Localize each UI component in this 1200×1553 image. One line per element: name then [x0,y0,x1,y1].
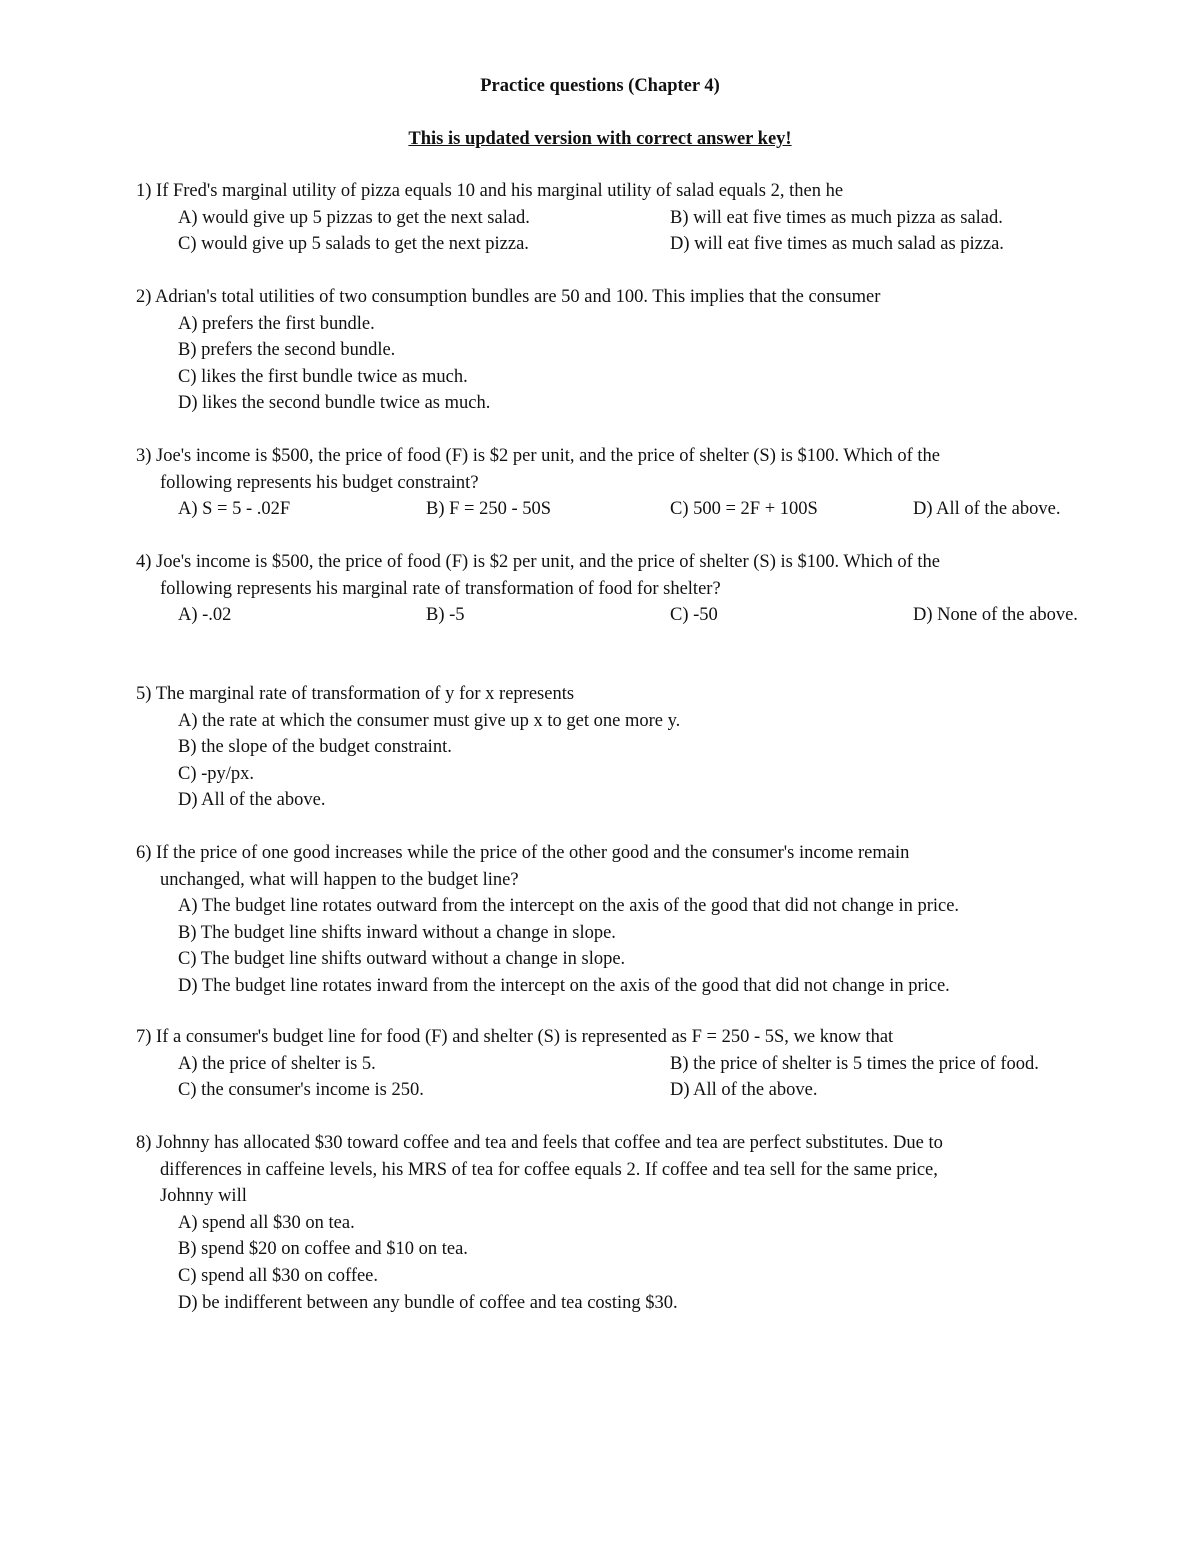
option-b: B) F = 250 - 50S [426,499,552,520]
question-stem-line-2: following represents his budget constraint? [160,472,479,493]
option-b: B) the price of shelter is 5 times the price of food. [670,1053,1039,1074]
option-d: D) All of the above. [670,1080,818,1101]
question-stem: 3) Joe's income is $500, the price of food (F) is $2 per unit, and the price of shelter (S) is $100. Which of the [136,446,940,466]
option-d: D) likes the second bundle twice as much. [178,393,491,414]
option-d: D) None of the above. [913,605,1078,626]
option-a: A) would give up 5 pizzas to get the next salad. [178,207,530,228]
question-4 [136,549,1126,629]
option-a: A) The budget line rotates outward from the intercept on the axis of the good that did not change in price. [178,896,960,917]
option-d: D) All of the above. [913,499,1061,520]
question-3 [136,443,1126,523]
question-stem: 6) If the price of one good increases while the price of the other good and the consumer's income remain [136,843,910,863]
option-a: A) -.02 [178,605,232,626]
option-c: C) -py/px. [178,763,255,784]
question-6 [136,840,1126,1000]
option-b: B) The budget line shifts inward without a change in slope. [178,922,616,943]
option-a: A) spend all $30 on tea. [178,1212,355,1233]
question-stem: 5) The marginal rate of transformation of y for x represents [136,684,575,704]
question-7 [136,1024,1126,1104]
option-c: C) The budget line shifts outward without a change in slope. [178,949,626,970]
option-a: A) the rate at which the consumer must give up x to get one more y. [178,710,681,731]
option-c: C) would give up 5 salads to get the next pizza. [178,234,529,255]
option-a: A) prefers the first bundle. [178,313,375,334]
option-b: B) -5 [426,605,465,626]
question-stem-line-2: unchanged, what will happen to the budget line? [160,869,519,890]
question-stem: 1) If Fred's marginal utility of pizza equals 10 and his marginal utility of salad equals 2, then he [136,181,844,201]
option-c: C) -50 [670,605,718,626]
option-c: C) 500 = 2F + 100S [670,499,818,520]
question-2 [136,284,1126,417]
option-a: A) S = 5 - .02F [178,499,291,520]
option-c: C) likes the first bundle twice as much. [178,366,468,387]
question-stem-line-2: differences in caffeine levels, his MRS of tea for coffee equals 2. If coffee and tea sell for the same price, [160,1159,938,1180]
page-title: Practice questions (Chapter 4) [480,76,720,96]
option-b: B) spend $20 on coffee and $10 on tea. [178,1239,468,1260]
question-stem-line-2: following represents his marginal rate of transformation of food for shelter? [160,578,721,599]
option-d: D) be indifferent between any bundle of coffee and tea costing $30. [178,1292,678,1313]
option-a: A) the price of shelter is 5. [178,1053,376,1074]
question-1 [136,178,1126,258]
question-5 [136,681,1126,814]
question-stem: 2) Adrian's total utilities of two consumption bundles are 50 and 100. This implies that the consumer [136,287,881,307]
option-b: B) prefers the second bundle. [178,340,396,361]
option-c: C) spend all $30 on coffee. [178,1265,379,1286]
question-stem: 4) Joe's income is $500, the price of food (F) is $2 per unit, and the price of shelter (S) is $100. Which of the [136,552,940,572]
option-b: B) will eat five times as much pizza as salad. [670,207,1003,228]
option-b: B) the slope of the budget constraint. [178,737,452,758]
option-d: D) The budget line rotates inward from the intercept on the axis of the good that did not change in price. [178,975,950,996]
option-c: C) the consumer's income is 250. [178,1080,424,1101]
page-subtitle: This is updated version with correct answer key! [408,129,792,149]
question-stem: 8) Johnny has allocated $30 toward coffee and tea and feels that coffee and tea are perfect substitutes. Due to [136,1133,943,1153]
question-stem: 7) If a consumer's budget line for food (F) and shelter (S) is represented as F = 250 - 5S, we know that [136,1027,894,1047]
question-8 [136,1130,1126,1316]
option-d: D) All of the above. [178,790,326,811]
question-stem-line-3: Johnny will [160,1186,247,1207]
option-d: D) will eat five times as much salad as pizza. [670,234,1004,255]
